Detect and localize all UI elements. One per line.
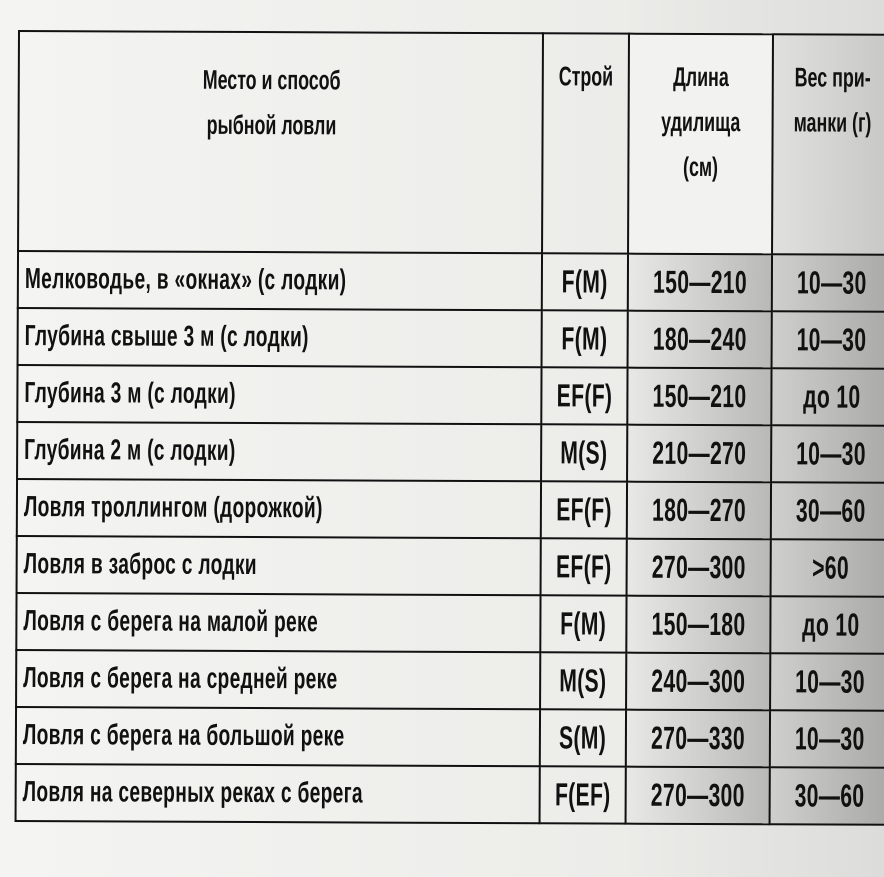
cell-text: 270—330: [650, 719, 745, 757]
cell-text: 10—30: [795, 663, 866, 700]
cell-text: Ловля в заброс с лодки: [23, 548, 257, 582]
cell-action: [540, 538, 626, 595]
cell-rod-length: [626, 653, 771, 711]
cell-text: M(S): [560, 434, 608, 471]
header-text: манки (г): [793, 107, 872, 138]
table-row: [18, 308, 884, 369]
cell-text: 10—30: [794, 720, 865, 757]
cell-place-method: [16, 764, 540, 823]
header-action: [542, 33, 629, 253]
table-row: [17, 479, 884, 540]
cell-action: [541, 367, 627, 424]
cell-text: Ловля с берега на средней реке: [23, 662, 338, 696]
cell-place-method: [17, 536, 541, 595]
table-row: [16, 707, 884, 768]
cell-place-method: [16, 707, 540, 766]
cell-action: [541, 253, 627, 310]
header-text: Длина: [672, 61, 729, 93]
header-text: Вес при-: [794, 62, 871, 93]
cell-text: 270—300: [651, 548, 746, 586]
table-row: [17, 365, 884, 426]
cell-place-method: [16, 593, 540, 652]
cell-lure-weight: [770, 710, 884, 768]
table-row: [18, 251, 884, 312]
cell-text: 270—300: [650, 776, 745, 814]
cell-text: 150—180: [651, 605, 746, 643]
cell-text: F(EF): [554, 776, 611, 813]
table-row: [16, 650, 884, 711]
cell-rod-length: [626, 596, 771, 654]
cell-text: M(S): [559, 662, 607, 699]
cell-text: Ловля с берега на малой реке: [23, 605, 319, 639]
cell-place-method: [17, 422, 541, 481]
header-place-method: [18, 31, 543, 253]
header-text: удилища: [660, 106, 741, 138]
cell-text: 30—60: [795, 492, 866, 529]
cell-action: [540, 481, 626, 538]
cell-text: EF(F): [556, 377, 612, 414]
cell-text: Ловля троллингом (дорожкой): [23, 491, 323, 525]
cell-text: 210—270: [652, 434, 747, 472]
cell-rod-length: [628, 254, 773, 312]
cell-text: 10—30: [796, 321, 867, 358]
cell-rod-length: [625, 767, 770, 825]
cell-lure-weight: [772, 311, 884, 369]
cell-text: F(M): [561, 320, 608, 357]
cell-rod-length: [627, 425, 772, 483]
cell-text: 10—30: [796, 264, 867, 301]
cell-lure-weight: [772, 254, 884, 312]
cell-text: 150—210: [652, 263, 747, 301]
table-row: [16, 593, 884, 654]
table-row: [16, 764, 884, 825]
header-lure-weight: [772, 34, 884, 255]
cell-text: 30—60: [794, 777, 865, 814]
cell-lure-weight: [770, 653, 884, 711]
cell-place-method: [18, 251, 542, 310]
cell-text: Мелководье, в «окнах» (с лодки): [24, 263, 347, 297]
cell-text: Глубина 2 м (с лодки): [24, 434, 236, 467]
cell-text: до 10: [802, 378, 861, 415]
cell-text: Ловля с берега на большой реке: [22, 719, 345, 753]
cell-text: 180—270: [651, 491, 746, 529]
table-row: [17, 536, 884, 597]
cell-lure-weight: [770, 596, 884, 654]
header-text: (см): [682, 151, 718, 183]
cell-text: EF(F): [555, 548, 612, 585]
cell-place-method: [18, 308, 542, 367]
header-text: Строй: [558, 61, 613, 92]
cell-place-method: [17, 479, 541, 538]
cell-action: [540, 595, 626, 652]
header-rod-length: [628, 34, 773, 255]
cell-text: >60: [812, 549, 850, 586]
cell-rod-length: [627, 482, 772, 540]
fishing-rod-table: [15, 30, 884, 826]
cell-text: 150—210: [652, 377, 747, 415]
cell-text: 240—300: [651, 662, 746, 700]
cell-text: до 10: [801, 606, 860, 643]
header-text: Место и способ: [202, 64, 341, 96]
cell-text: 10—30: [796, 435, 867, 472]
cell-lure-weight: [771, 482, 884, 540]
cell-text: EF(F): [555, 491, 612, 528]
cell-text: F(M): [560, 605, 607, 642]
cell-text: Глубина свыше 3 м (с лодки): [24, 320, 309, 354]
cell-rod-length: [627, 368, 772, 426]
cell-lure-weight: [770, 767, 884, 825]
cell-action: [539, 709, 625, 766]
cell-action: [541, 424, 627, 481]
cell-lure-weight: [771, 425, 884, 483]
header-row: [18, 31, 884, 255]
cell-place-method: [16, 650, 540, 709]
cell-text: S(M): [559, 719, 607, 756]
header-text: рыбной ловли: [206, 109, 337, 141]
cell-text: Ловля на северных реках с берега: [22, 776, 364, 810]
cell-text: Глубина 3 м (с лодки): [24, 377, 236, 410]
cell-place-method: [17, 365, 541, 424]
cell-text: 180—240: [652, 320, 747, 358]
cell-text: F(M): [561, 263, 608, 300]
cell-lure-weight: [771, 539, 884, 597]
table-row: [17, 422, 884, 483]
cell-rod-length: [626, 710, 771, 768]
cell-action: [539, 766, 625, 823]
cell-rod-length: [627, 311, 772, 369]
cell-action: [540, 652, 626, 709]
cell-action: [541, 310, 627, 367]
cell-rod-length: [626, 539, 771, 597]
cell-lure-weight: [771, 368, 884, 426]
